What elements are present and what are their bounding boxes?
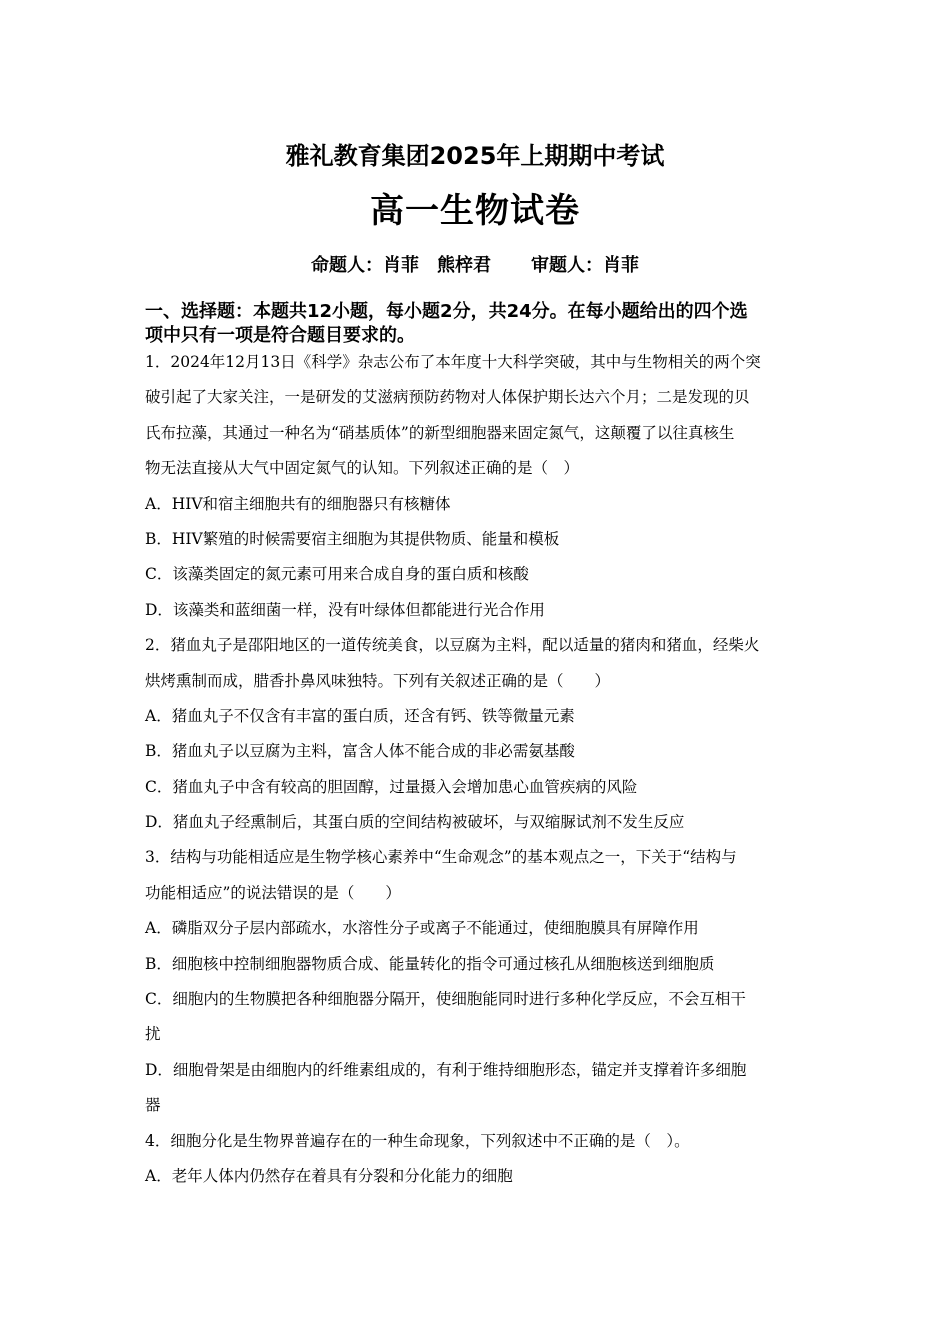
- answer-option: A．猪血丸子不仅含有丰富的蛋白质，还含有钙、铁等微量元素: [145, 706, 575, 725]
- question-line: 2．猪血丸子是邵阳地区的一道传统美食，以豆腐为主料，配以适量的猪肉和猪血，经柴火: [145, 636, 760, 655]
- answer-option: C．细胞内的生物膜把各种细胞器分隔开，使细胞能同时进行多种化学反应，不会互相干: [145, 990, 746, 1009]
- section-heading-line: 项中只有一项是符合题目要求的。: [145, 325, 415, 346]
- reviewer-names: 审题人：肖菲: [531, 255, 639, 276]
- answer-option: A．HIV和宿主细胞共有的细胞器只有核糖体: [145, 494, 451, 513]
- answer-option: D．猪血丸子经熏制后，其蛋白质的空间结构被破坏，与双缩脲试剂不发生反应: [145, 813, 685, 832]
- answer-option: D．该藻类和蓝细菌一样，没有叶绿体但都能进行光合作用: [145, 600, 545, 619]
- answer-option: A．老年人体内仍然存在着具有分裂和分化能力的细胞: [145, 1166, 513, 1185]
- answer-option: D．细胞骨架是由细胞内的纤维素组成的，有利于维持细胞形态，锚定并支撑着许多细胞: [145, 1060, 747, 1079]
- answer-option: C．猪血丸子中含有较高的胆固醇，过量摄入会增加患心血管疾病的风险: [145, 777, 638, 796]
- authors-line: [0, 251, 950, 277]
- question-line: 物无法直接从大气中固定氮气的认知。下列叙述正确的是（ ）: [145, 459, 580, 478]
- answer-option: 器: [145, 1096, 161, 1115]
- question-line: 烘烤熏制而成，腊香扑鼻风味独特。下列有关叙述正确的是（ ）: [145, 671, 611, 690]
- question-line: 3．结构与功能相适应是生物学核心素养中“生命观念”的基本观点之一，下关于“结构与: [145, 848, 737, 867]
- setter-names: 命题人：肖菲 熊梓君: [311, 255, 491, 276]
- section-heading: [145, 300, 815, 348]
- exam-subtitle: 高一生物试卷: [370, 191, 580, 231]
- answer-option: 扰: [145, 1025, 161, 1044]
- answer-option: C．该藻类固定的氮元素可用来合成自身的蛋白质和核酸: [145, 565, 529, 584]
- answer-option: B．猪血丸子以豆腐为主料，富含人体不能合成的非必需氨基酸: [145, 742, 575, 761]
- question-line: 4．细胞分化是生物界普遍存在的一种生命现象，下列叙述中不正确的是（ ）。: [145, 1131, 690, 1150]
- question-line: 氏布拉藻，其通过一种名为“硝基质体”的新型细胞器来固定氮气，这颠覆了以往真核生: [145, 423, 735, 442]
- question-line: 破引起了大家关注，一是研发的艾滋病预防药物对人体保护期长达六个月；二是发现的贝: [145, 388, 750, 407]
- question-line: 功能相适应”的说法错误的是（ ）: [145, 883, 401, 902]
- answer-option: B．细胞核中控制细胞器物质合成、能量转化的指令可通过核孔从细胞核送到细胞质: [145, 954, 715, 973]
- section-heading-line: 一、选择题：本题共12小题，每小题2分，共24分。在每小题给出的四个选: [145, 301, 748, 322]
- answer-option: B．HIV繁殖的时候需要宿主细胞为其提供物质、能量和模板: [145, 529, 560, 548]
- question-line: 1．2024年12月13日《科学》杂志公布了本年度十大科学突破，其中与生物相关的两个突: [145, 353, 761, 371]
- question-content: [145, 345, 815, 1194]
- answer-option: A．磷脂双分子层内部疏水，水溶性分子或离子不能通过，使细胞膜具有屏障作用: [145, 919, 699, 938]
- exam-title: 雅礼教育集团2025年上期期中考试: [285, 142, 665, 170]
